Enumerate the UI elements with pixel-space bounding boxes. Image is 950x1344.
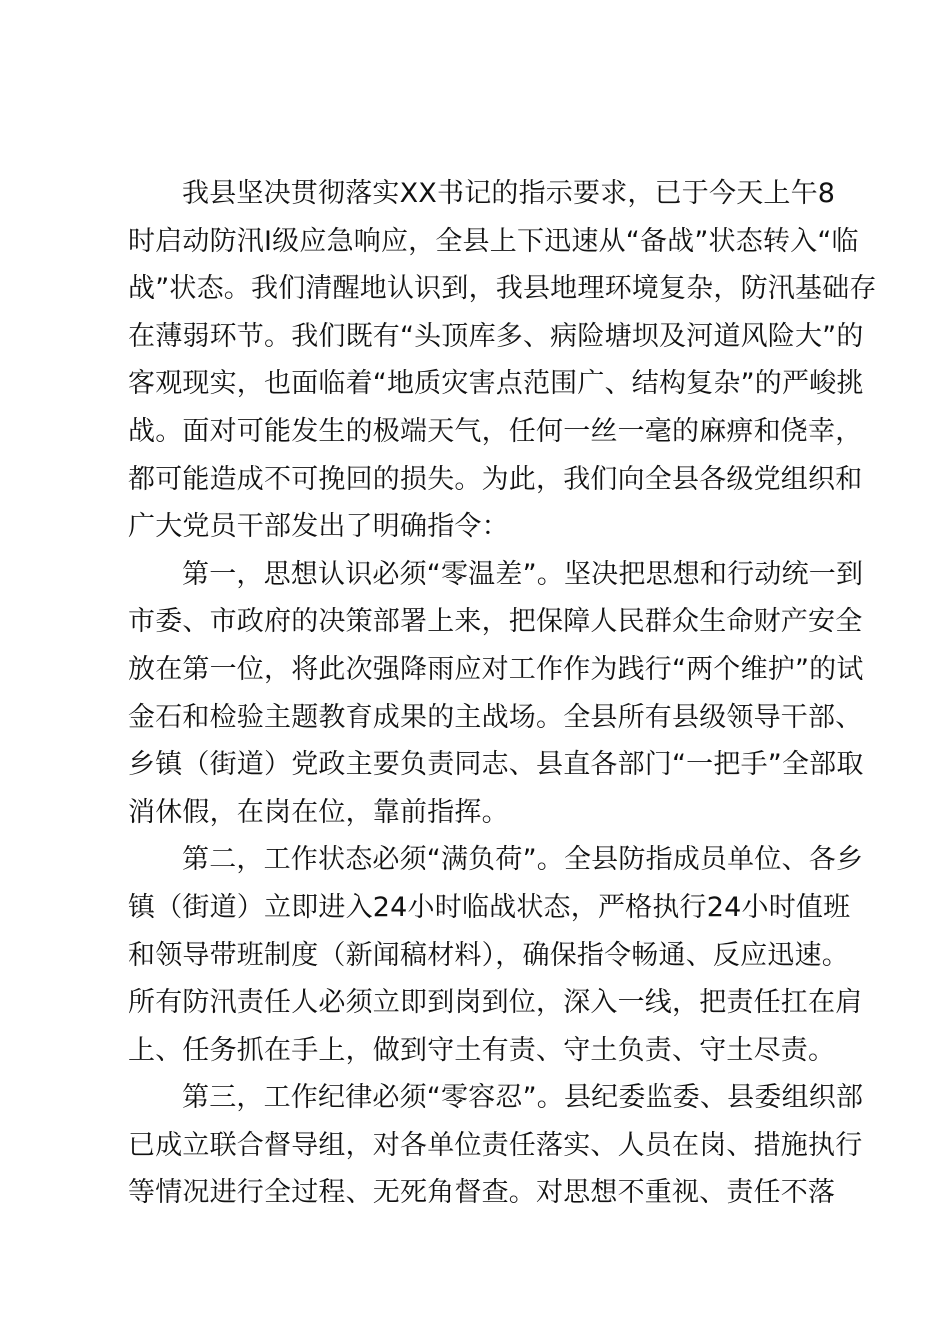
paragraph-3-line-2: 镇（街道）立即进入24小时临战状态，严格执行24小时值班 — [128, 891, 851, 923]
paragraph-4-line-3: 等情况进行全过程、无死角督查。对思想不重视、责任不落 — [128, 1177, 836, 1209]
paragraph-2-line-4: 金石和检验主题教育成果的主战场。全县所有县级领导干部、 — [128, 701, 863, 733]
paragraph-1-line-1: 我县坚决贯彻落实XX书记的指示要求，已于今天上午8 — [182, 178, 836, 209]
paragraph-3-line-4: 所有防汛责任人必须立即到岗到位，深入一线，把责任扛在肩 — [128, 987, 863, 1019]
body-text — [128, 170, 877, 1217]
paragraph-3-line-5: 上、任务抓在手上，做到守土有责、守土负责、守土尽责。 — [128, 1034, 836, 1066]
paragraph-1-line-4: 在薄弱环节。我们既有“头顶库多、病险塘坝及河道风险大”的 — [128, 320, 864, 352]
paragraph-3-line-1: 第二，工作状态必须“满负荷”。全县防指成员单位、各乡 — [182, 844, 864, 876]
paragraph-1-line-7: 都可能造成不可挽回的损失。为此，我们向全县各级党组织和 — [128, 463, 863, 495]
paragraph-1-line-5: 客观现实，也面临着“地质灾害点范围广、结构复杂”的严峻挑 — [128, 368, 864, 400]
paragraph-4-line-2: 已成立联合督导组，对各单位责任落实、人员在岗、措施执行 — [128, 1129, 863, 1161]
paragraph-3-line-3: 和领导带班制度（新闻稿材料），确保指令畅通、反应迅速。 — [128, 939, 849, 971]
paragraph-1-line-3: 战”状态。我们清醒地认识到，我县地理环境复杂，防汛基础存 — [128, 273, 877, 305]
paragraph-2-line-2: 市委、市政府的决策部署上来，把保障人民群众生命财产安全 — [128, 606, 863, 638]
paragraph-2-line-5: 乡镇（街道）党政主要负责同志、县直各部门“一把手”全部取 — [128, 749, 864, 781]
paragraph-1-line-6: 战。面对可能发生的极端天气，任何一丝一毫的麻痹和侥幸， — [128, 415, 863, 447]
paragraph-2-line-1: 第一，思想认识必须“零温差”。坚决把思想和行动统一到 — [182, 558, 864, 590]
paragraph-4-line-1: 第三，工作纪律必须“零容忍”。县纪委监委、县委组织部 — [182, 1082, 864, 1114]
paragraph-2-line-3: 放在第一位，将此次强降雨应对工作作为践行“两个维护”的试 — [128, 653, 864, 685]
paragraph-1-line-2: 时启动防汛Ⅰ级应急响应，全县上下迅速从“备战”状态转入“临 — [128, 225, 859, 257]
paragraph-2-line-6: 消休假，在岗在位，靠前指挥。 — [128, 796, 509, 828]
paragraph-1-line-8: 广大党员干部发出了明确指令： — [128, 511, 509, 543]
